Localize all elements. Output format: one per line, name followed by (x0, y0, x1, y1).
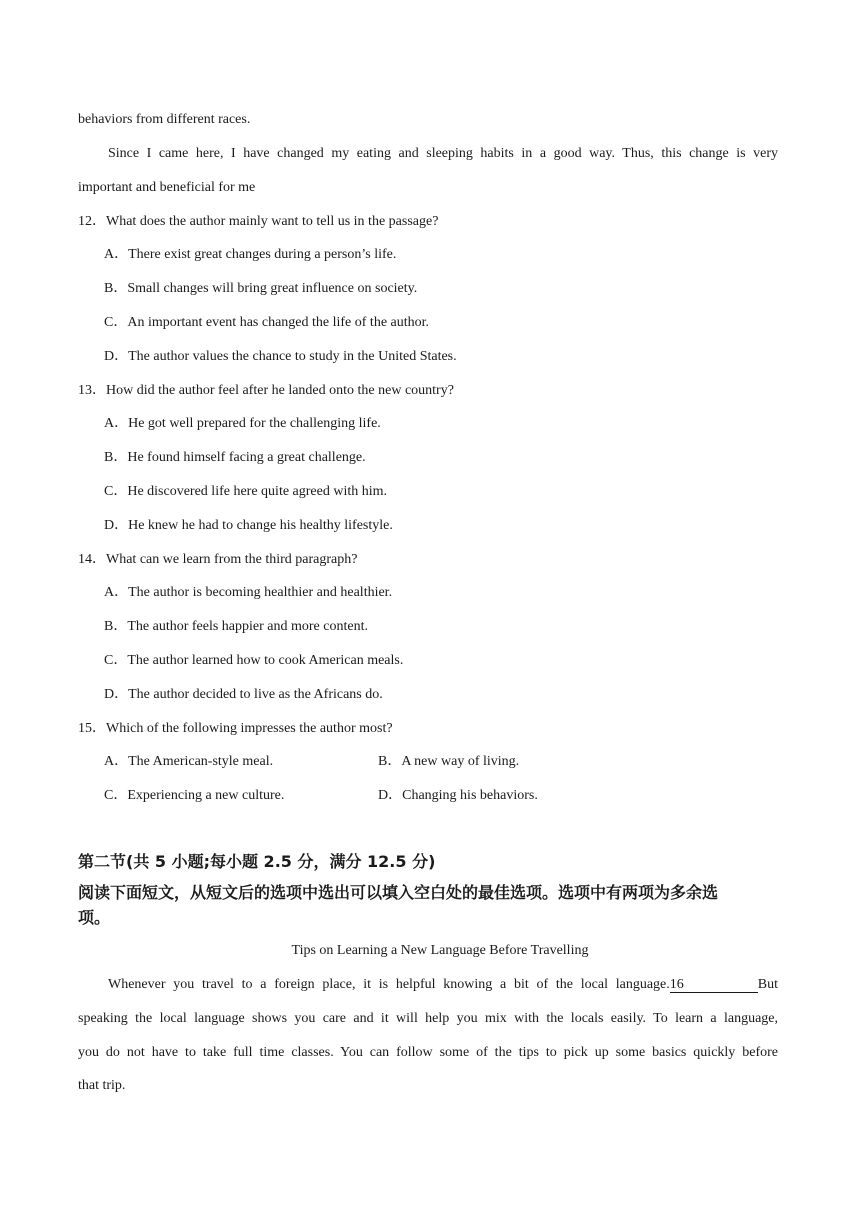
passage-title: Tips on Learning a New Language Before Travelling (291, 943, 589, 958)
question-12-option-d: D．The author values the chance to study in the United States. (104, 349, 457, 364)
section-heading: 第二节(共 5 小题;每小题 2.5 分，满分 12.5 分) (78, 852, 436, 871)
question-12-stem: 12．What does the author mainly want to tell us in the passage? (78, 214, 439, 229)
section-instruction-line: 项。 (78, 908, 111, 927)
question-15-option-c: C．Experiencing a new culture. (104, 788, 285, 803)
passage-paragraph-line: important and beneficial for me (78, 180, 256, 195)
passage-text: But (757, 977, 778, 992)
passage-paragraph-line: Since I came here, I have changed my eating and sleeping habits in a good way. Thus, this change is very (108, 146, 778, 161)
section-instruction-line: 阅读下面短文，从短文后的选项中选出可以填入空白处的最佳选项。选项中有两项为多余选 (78, 883, 719, 902)
passage-text-line: behaviors from different races. (78, 112, 251, 127)
question-15-stem: 15．Which of the following impresses the author most? (78, 721, 393, 736)
question-15-option-a: A．The American-style meal. (104, 754, 274, 769)
question-13-stem: 13．How did the author feel after he landed onto the new country? (78, 383, 454, 398)
passage-paragraph-line: that trip. (78, 1078, 126, 1093)
question-12-option-a: A．There exist great changes during a person’s life. (104, 247, 397, 262)
question-13-option-c: C．He discovered life here quite agreed with him. (104, 484, 388, 499)
passage-paragraph-line: speaking the local language shows you care and it will help you mix with the locals easily. To learn a language, (78, 1011, 778, 1026)
question-12-option-c: C．An important event has changed the life of the author. (104, 315, 430, 330)
question-14-stem: 14．What can we learn from the third paragraph? (78, 552, 358, 567)
question-14-option-a: A．The author is becoming healthier and healthier. (104, 585, 393, 600)
blank-16: 16 (670, 977, 758, 993)
question-14-option-b: B．The author feels happier and more content. (104, 619, 368, 634)
question-14-option-c: C．The author learned how to cook American meals. (104, 653, 404, 668)
question-13-option-d: D．He knew he had to change his healthy lifestyle. (104, 518, 393, 533)
passage-paragraph-line (108, 976, 778, 994)
passage-text: Whenever you travel to a foreign place, it is helpful knowing a bit of the local language. (108, 977, 670, 992)
passage-paragraph-line: you do not have to take full time classes. You can follow some of the tips to pick up some basics quickly before (78, 1045, 778, 1060)
question-14-option-d: D．The author decided to live as the Africans do. (104, 687, 383, 702)
question-13-option-a: A．He got well prepared for the challenging life. (104, 416, 381, 431)
question-13-option-b: B．He found himself facing a great challenge. (104, 450, 366, 465)
question-15-option-b: B．A new way of living. (378, 754, 520, 769)
question-12-option-b: B．Small changes will bring great influence on society. (104, 281, 418, 296)
question-15-option-d: D．Changing his behaviors. (378, 788, 538, 803)
